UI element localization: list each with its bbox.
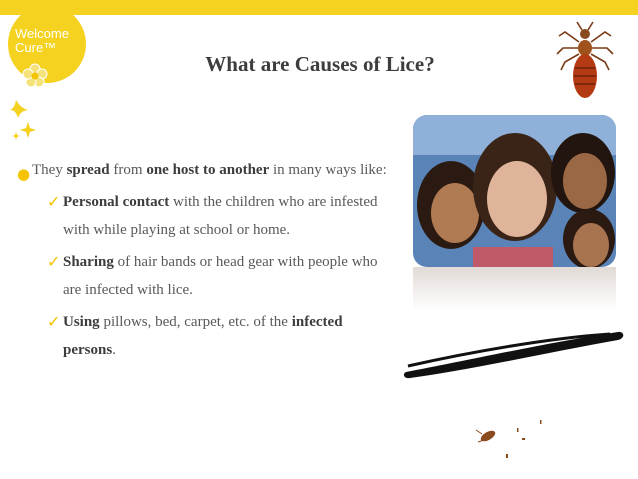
photo-reflection bbox=[413, 267, 616, 311]
hairpin-image bbox=[400, 322, 625, 384]
sub-item-sharing: ✓ Sharing of hair bands or head gear with people who are infected with lice. bbox=[17, 248, 397, 304]
children-photo bbox=[413, 115, 616, 267]
sub-item-personal-contact: ✓ Personal contact with the children who are infested with while playing at school or home. bbox=[17, 188, 397, 244]
bold-text: one host to another bbox=[146, 162, 270, 178]
top-band bbox=[0, 0, 638, 15]
bold-text: spread bbox=[66, 162, 110, 178]
logo-line1: Welcome bbox=[15, 26, 69, 41]
logo-line2: Cure™ bbox=[15, 40, 57, 55]
bullet-item: ● They spread from one host to another in many ways like: bbox=[17, 156, 397, 184]
bullet-list bbox=[17, 156, 397, 364]
sub-item-using: ✓ Using pillows, bed, carpet, etc. of the infected persons. bbox=[17, 308, 397, 364]
bullet-icon: ● bbox=[17, 165, 31, 183]
brand-logo-text bbox=[15, 27, 85, 55]
check-icon: ✓ bbox=[47, 192, 61, 211]
check-icon: ✓ bbox=[47, 252, 61, 271]
slide-title: What are Causes of Lice? bbox=[205, 52, 435, 76]
lice-bugs-image bbox=[470, 418, 550, 460]
louse-icon bbox=[555, 20, 615, 102]
sparkle-icon bbox=[10, 98, 50, 146]
flower-icon bbox=[22, 63, 48, 89]
check-icon: ✓ bbox=[47, 312, 61, 331]
